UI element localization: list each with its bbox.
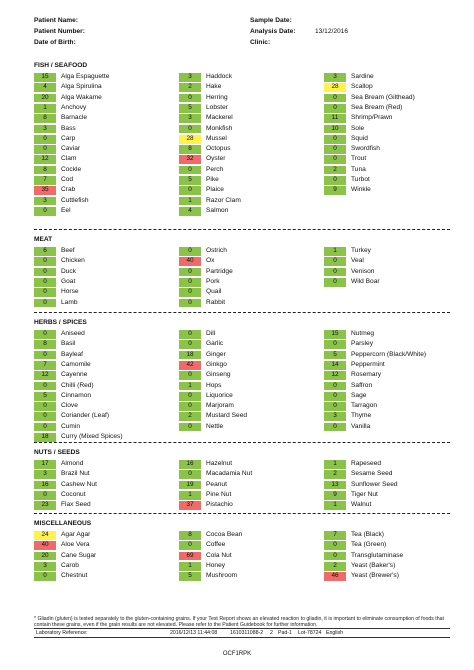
food-name: Shrimp/Prawn (351, 114, 393, 122)
food-name: Yeast (Brewer's) (351, 572, 399, 580)
result-score: 11 (324, 114, 346, 123)
result-score: 5 (179, 104, 201, 113)
result-score: 0 (34, 207, 56, 216)
result-score: 0 (34, 145, 56, 154)
food-name: Coffee (206, 541, 226, 549)
result-score: 19 (179, 481, 201, 490)
result-score: 3 (179, 73, 201, 82)
result-score: 18 (179, 351, 201, 360)
food-name: Walnut (351, 501, 372, 509)
food-name: Alga Espaguette (61, 73, 110, 80)
result-score: 0 (179, 186, 201, 195)
section-title: MEAT (34, 236, 53, 243)
result-score: 0 (179, 340, 201, 349)
food-name: Aniseed (61, 330, 85, 337)
result-score: 0 (34, 491, 56, 500)
result-score: 1 (179, 382, 201, 391)
food-name: Brazil Nut (61, 470, 90, 478)
result-score: 8 (179, 145, 201, 154)
food-name: Marjoram (206, 402, 234, 410)
result-score: 0 (179, 371, 201, 380)
result-score: 0 (324, 402, 346, 411)
lab-reference-label: Laboratory Reference: (36, 630, 88, 636)
food-name: Caviar (61, 145, 81, 153)
food-name: Cockle (61, 165, 82, 173)
food-name: Bass (61, 124, 76, 132)
food-name: Mussel (206, 134, 227, 142)
food-name: Mustard Seed (206, 412, 248, 420)
food-name: Yeast (Baker's) (351, 561, 396, 569)
section-divider (34, 442, 450, 443)
result-score: 12 (324, 371, 346, 380)
food-name: Lamb (61, 298, 78, 306)
food-name: Clam (61, 155, 77, 163)
result-score: 14 (324, 361, 346, 370)
food-name: Carob (61, 561, 79, 569)
food-name: Hake (206, 83, 222, 91)
food-name: Sea Bream (Red) (351, 103, 403, 111)
result-score: 0 (34, 382, 56, 391)
food-name: Nutmeg (351, 330, 375, 337)
food-name: Cod (61, 176, 74, 183)
result-score: 0 (179, 278, 201, 287)
result-score: 9 (324, 186, 346, 195)
result-score: 3 (179, 114, 201, 123)
food-name: Octopus (206, 145, 231, 153)
food-name: Venison (351, 267, 375, 275)
result-score: 40 (34, 541, 56, 550)
food-name: Anchovy (61, 103, 87, 111)
section-title: FISH / SEAFOOD (34, 62, 88, 69)
result-score: 0 (324, 423, 346, 432)
result-score: 12 (34, 371, 56, 380)
clinic-label: Clinic: (250, 39, 271, 46)
result-score: 0 (34, 299, 56, 308)
result-score: 3 (34, 125, 56, 134)
food-name: Liquorice (206, 391, 233, 399)
dob-label: Date of Birth: (34, 39, 76, 46)
food-name: Parsley (351, 340, 373, 348)
food-name: Horse (61, 288, 79, 296)
result-score: 0 (179, 94, 201, 103)
food-name: Thyme (351, 412, 372, 420)
analysis-date-label: Analysis Date: (250, 28, 296, 35)
food-name: Oyster (206, 155, 226, 163)
result-score: 16 (179, 460, 201, 469)
result-score: 15 (324, 330, 346, 339)
patient-name-label: Patient Name: (34, 17, 78, 24)
sample-date-label: Sample Date: (250, 17, 292, 24)
food-name: Sea Bream (Gilthead) (351, 93, 415, 101)
result-score: 0 (34, 402, 56, 411)
result-score: 8 (34, 166, 56, 175)
food-name: Flax Seed (61, 501, 91, 509)
gliadin-footnote: * Gliadin (gluten) is tested separately to the gluten-containing grains. If your Test Report shows an elevated reaction to gliadin, it is important to eliminate consumption of foods that contain these grains, even if the grain results are not elevated. Please refer to the Patient Guidebook for further information. (34, 616, 444, 629)
food-name: Cuttlefish (61, 196, 89, 204)
food-name: Alga Wakame (61, 93, 102, 101)
result-score: 7 (34, 361, 56, 370)
food-name: Razor Clam (206, 196, 241, 204)
food-name: Nettle (206, 422, 224, 430)
result-score: 1 (179, 491, 201, 500)
food-name: Quail (206, 288, 222, 296)
result-score: 2 (324, 470, 346, 479)
analysis-date-value: 13/12/2016 (315, 28, 349, 35)
food-name: Basil (61, 340, 76, 348)
result-score: 0 (324, 104, 346, 113)
food-name: Tarragon (351, 402, 378, 410)
result-score: 42 (179, 361, 201, 370)
result-score: 0 (179, 423, 201, 432)
result-score: 0 (34, 278, 56, 287)
food-name: Haddock (206, 73, 233, 80)
result-score: 4 (179, 207, 201, 216)
food-name: Chicken (61, 257, 85, 265)
food-name: Hops (206, 381, 222, 389)
result-score: 20 (34, 552, 56, 561)
food-name: Chilli (Red) (61, 381, 94, 389)
result-score: 1 (179, 197, 201, 206)
result-score: 28 (324, 83, 346, 92)
result-score: 46 (324, 572, 346, 581)
result-score: 0 (34, 330, 56, 339)
result-score: 20 (34, 94, 56, 103)
patient-number-label: Patient Number: (34, 28, 85, 35)
result-score: 7 (34, 176, 56, 185)
result-score: 35 (34, 186, 56, 195)
result-score: 10 (324, 125, 346, 134)
result-score: 69 (179, 552, 201, 561)
food-name: Cinnamon (61, 391, 92, 399)
result-score: 0 (324, 382, 346, 391)
result-score: 3 (324, 412, 346, 421)
food-name: Scallop (351, 83, 373, 91)
food-name: Pistachio (206, 501, 233, 509)
result-score: 0 (324, 257, 346, 266)
result-score: 0 (34, 351, 56, 360)
food-name: Cayenne (61, 371, 88, 379)
food-name: Sesame Seed (351, 470, 393, 478)
patient-header (34, 17, 454, 53)
food-name: Monkfish (206, 124, 233, 132)
food-name: Aloe Vera (61, 541, 90, 549)
food-name: Rosemary (351, 371, 382, 379)
food-name: Mackerel (206, 114, 233, 122)
food-name: Honey (206, 561, 226, 569)
result-score: 0 (34, 423, 56, 432)
food-name: Rabbit (206, 298, 226, 306)
result-score: 5 (179, 572, 201, 581)
food-name: Cola Nut (206, 551, 232, 559)
section-divider (34, 312, 450, 313)
food-name: Ox (206, 257, 215, 265)
result-score: 0 (179, 402, 201, 411)
result-score: 18 (34, 433, 56, 442)
result-score: 13 (324, 481, 346, 490)
result-score: 1 (179, 562, 201, 571)
food-name: Herring (206, 93, 228, 101)
result-score: 8 (179, 531, 201, 540)
food-name: Wild Boar (351, 277, 380, 285)
result-score: 2 (324, 166, 346, 175)
result-score: 3 (34, 197, 56, 206)
food-name: Bayleaf (61, 350, 83, 358)
food-name: Ginger (206, 350, 226, 358)
food-name: Duck (61, 267, 77, 275)
lab-datetime: 2016/12/13 11:44:08 (170, 630, 218, 636)
lab-pad: Pad-1 (278, 630, 292, 636)
result-score: 23 (34, 501, 56, 510)
result-score: 0 (34, 257, 56, 266)
result-score: 2 (179, 83, 201, 92)
result-score: 0 (34, 135, 56, 144)
food-name: Sardine (351, 73, 374, 80)
food-name: Tiger Nut (351, 490, 378, 498)
laboratory-reference-bar (34, 628, 450, 638)
result-score: 3 (324, 73, 346, 82)
result-score: 0 (34, 412, 56, 421)
lab-ref-number: 1610311088-2 (230, 630, 264, 636)
food-name: Cane Sugar (61, 551, 97, 559)
food-name: Pork (206, 277, 220, 285)
food-name: Trout (351, 155, 367, 163)
food-name: Eel (61, 206, 71, 214)
food-name: Curry (Mixed Spices) (61, 433, 123, 440)
food-name: Turkey (351, 247, 371, 254)
food-name: Coconut (61, 490, 86, 498)
food-name: Crab (61, 186, 76, 194)
food-name: Hazelnut (206, 460, 233, 467)
result-score: 1 (324, 460, 346, 469)
result-score: 0 (324, 135, 346, 144)
food-name: Carp (61, 134, 76, 142)
lab-lot: Lot-78724 (298, 630, 322, 636)
food-name: Dill (206, 330, 216, 337)
food-name: Chestnut (61, 572, 88, 580)
result-score: 3 (34, 470, 56, 479)
food-name: Lobster (206, 103, 228, 111)
result-score: 0 (179, 247, 201, 256)
food-name: Peppermint (351, 360, 385, 368)
food-name: Partridge (206, 267, 233, 275)
result-score: 5 (179, 176, 201, 185)
food-name: Winkle (351, 186, 371, 194)
result-score: 0 (179, 299, 201, 308)
food-name: Peppercorn (Black/White) (351, 350, 427, 358)
food-name: Tuna (351, 165, 366, 173)
result-score: 12 (34, 155, 56, 164)
result-score: 0 (324, 278, 346, 287)
result-score: 37 (179, 501, 201, 510)
result-score: 0 (179, 166, 201, 175)
result-score: 2 (324, 562, 346, 571)
food-name: Swordfish (351, 145, 380, 153)
food-name: Salmon (206, 206, 229, 214)
section-divider (34, 513, 450, 514)
result-score: 17 (34, 460, 56, 469)
food-name: Saffron (351, 381, 373, 389)
result-score: 1 (324, 501, 346, 510)
lab-lang: English (326, 630, 344, 636)
food-name: Agar Agar (61, 531, 91, 538)
result-score: 24 (34, 531, 56, 540)
food-name: Beef (61, 247, 75, 254)
food-name: Tea (Black) (351, 531, 384, 538)
food-name: Alga Spirulina (61, 83, 102, 91)
result-score: 3 (34, 562, 56, 571)
section-title: NUTS / SEEDS (34, 449, 80, 456)
food-name: Perch (206, 165, 224, 173)
result-score: 0 (324, 145, 346, 154)
result-score: 0 (179, 125, 201, 134)
result-score: 0 (179, 330, 201, 339)
result-score: 1 (34, 104, 56, 113)
result-score: 7 (324, 531, 346, 540)
food-name: Ginseng (206, 371, 231, 379)
food-name: Turbot (351, 176, 370, 183)
food-name: Almond (61, 460, 84, 467)
food-name: Ginkgo (206, 360, 227, 368)
result-score: 0 (179, 541, 201, 550)
food-name: Ostrich (206, 247, 227, 254)
food-name: Cashew Nut (61, 480, 97, 488)
result-score: 6 (34, 247, 56, 256)
result-score: 15 (34, 73, 56, 82)
result-score: 0 (324, 268, 346, 277)
food-name: Peanut (206, 480, 227, 488)
result-score: 16 (34, 481, 56, 490)
section-title: MISCELLANEOUS (34, 520, 92, 527)
food-name: Sunflower Seed (351, 480, 398, 488)
result-score: 8 (34, 114, 56, 123)
result-score: 40 (179, 257, 201, 266)
lab-num: 2 (270, 630, 273, 636)
result-score: 0 (179, 470, 201, 479)
food-name: Goat (61, 277, 76, 285)
section-title: HERBS / SPICES (34, 319, 87, 326)
food-name: Vanilla (351, 422, 371, 430)
result-score: 0 (324, 176, 346, 185)
result-score: 0 (179, 392, 201, 401)
result-score: 5 (324, 351, 346, 360)
result-score: 0 (324, 155, 346, 164)
result-score: 32 (179, 155, 201, 164)
result-score: 0 (34, 268, 56, 277)
food-name: Squid (351, 134, 368, 142)
result-score: 5 (34, 392, 56, 401)
food-name: Mushroom (206, 572, 238, 580)
result-score: 0 (324, 340, 346, 349)
food-name: Pike (206, 176, 219, 183)
result-score: 0 (324, 541, 346, 550)
food-name: Cocoa Bean (206, 531, 243, 538)
food-name: Garlic (206, 340, 224, 348)
result-score: 2 (179, 412, 201, 421)
food-name: Plaice (206, 186, 224, 194)
food-name: Sole (351, 124, 365, 132)
food-name: Macadamia Nut (206, 470, 253, 478)
result-score: 8 (34, 340, 56, 349)
food-name: Coriander (Leaf) (61, 412, 110, 420)
food-name: Tea (Green) (351, 541, 387, 549)
result-score: 0 (179, 268, 201, 277)
form-code: OCF1RPK (222, 651, 252, 657)
result-score: 0 (324, 94, 346, 103)
result-score: 0 (324, 392, 346, 401)
result-score: 1 (324, 247, 346, 256)
result-score: 4 (34, 83, 56, 92)
food-name: Cumin (61, 422, 81, 430)
section-divider (34, 229, 450, 230)
result-score: 0 (34, 572, 56, 581)
result-score: 9 (324, 491, 346, 500)
food-name: Clove (61, 402, 78, 410)
food-name: Barnacle (61, 114, 88, 122)
result-score: 0 (179, 288, 201, 297)
food-name: Pine Nut (206, 490, 232, 498)
food-name: Sage (351, 391, 367, 399)
result-score: 0 (34, 288, 56, 297)
result-score: 28 (179, 135, 201, 144)
food-name: Transglutaminase (351, 551, 404, 559)
food-name: Rapeseed (351, 460, 382, 467)
food-name: Veal (351, 257, 364, 265)
food-name: Camomile (61, 360, 91, 368)
result-score: 0 (324, 552, 346, 561)
